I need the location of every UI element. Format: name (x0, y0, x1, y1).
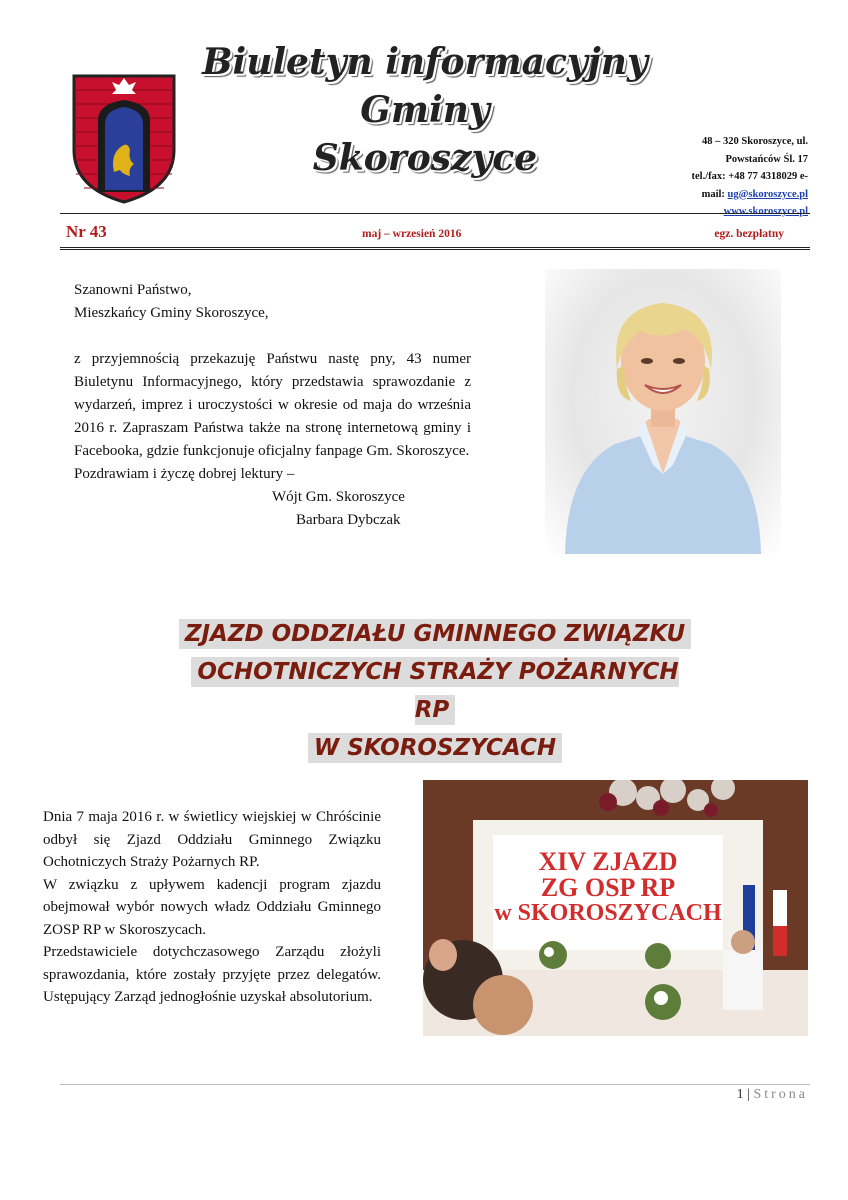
website-line (658, 203, 808, 221)
header-bottom-rule (60, 247, 810, 252)
heading-line-2-text: OCHOTNICZYCH STRAŻY POŻARNYCH RP (191, 657, 678, 725)
letter-sign-title: Wójt Gm. Skoroszyce (272, 489, 405, 505)
mayor-portrait-photo (545, 269, 781, 554)
contact-address (658, 133, 808, 221)
letter-body: z przyjemnością przekazuję Państwu nastę pny, 43 numer Biuletynu Informacyjnego, który przedstawia sprawozdanie z wydarzeń, imprez i uroczystości w okresie od maja do września 2016 r. Zapraszam Państwa także na stronę internetową gminy i Facebooka, gdzie funkcjonuje oficjalny fanpage Gm. Skoroszyce. (74, 351, 471, 459)
page-footer (737, 1087, 808, 1103)
page-number: 1 (736, 1087, 744, 1102)
page-label: Strona (753, 1087, 808, 1102)
issue-dates: maj – wrzesień 2016 (362, 228, 462, 240)
email-prefix: mail: (701, 188, 728, 200)
portrait-illustration (545, 269, 781, 554)
article-paragraph-3: Przedstawiciele dotychczasowego Zarządu złożyli sprawozdania, które zostały przyjęte przez delegatów. Ustępujący Zarząd jednogłośnie uzyskał absolutorium. (43, 944, 381, 1005)
page-separator: | (743, 1087, 754, 1102)
footer-rule (60, 1084, 810, 1085)
issue-number: Nr 43 (66, 222, 107, 241)
address-line-2: Powstańców Śl. 17 (725, 153, 808, 165)
banner-line-1: XIV ZJAZD (538, 847, 678, 876)
email-line (658, 186, 808, 204)
header-top-rule (60, 213, 810, 214)
bulletin-title (185, 38, 665, 182)
email-link[interactable]: ug@skoroszyce.pl (727, 188, 808, 200)
congress-event-photo (423, 780, 808, 1036)
banner-line-2: ZG OSP RP (540, 873, 676, 902)
article-body (43, 806, 381, 1009)
article-heading (170, 615, 700, 767)
letter-sign-name: Barbara Dybczak (296, 512, 401, 528)
address-line-1: 48 – 320 Skoroszyce, ul. (702, 136, 808, 147)
website-link[interactable]: www.skoroszyce.pl (723, 206, 808, 217)
heading-line-1 (170, 615, 700, 653)
letter-greeting-2: Mieszkańcy Gminy Skoroszyce, (74, 305, 269, 321)
heading-line-2 (170, 653, 700, 729)
article-paragraph-1: Dnia 7 maja 2016 r. w świetlicy wiejskiej w Chróścinie odbył się Zjazd Oddziału Gminnego Związku Ochotniczych Straży Pożarnych RP. (43, 809, 381, 870)
coat-of-arms-image (70, 72, 178, 204)
heading-line-3-text: W SKOROSZYCACH (308, 733, 562, 763)
banner-line-3: w SKOROSZYCACH (494, 900, 722, 926)
article-paragraph-2: W związku z upływem kadencji program zjazdu obejmował wybór nowych władz Oddziału Gminnego ZOSP RP w Skoroszycach. (43, 876, 381, 938)
letter-closing: Pozdrawiam i życzę dobrej lektury – (74, 466, 295, 482)
mayor-letter (74, 279, 471, 532)
title-line-3: Skoroszyce (312, 137, 538, 179)
heading-line-3 (170, 729, 700, 767)
heading-line-1-text: ZJAZD ODDZIAŁU GMINNEGO ZWIĄZKU (179, 619, 691, 649)
letter-greeting-1: Szanowni Państwo, (74, 282, 192, 298)
title-line-1: Biuletyn informacyjny (202, 41, 648, 83)
address-line-3: tel./fax: +48 77 4318029 e- (691, 171, 808, 182)
event-illustration (423, 780, 808, 1036)
letter-spacer (74, 325, 471, 348)
title-line-2: Gminy (360, 89, 490, 131)
issue-price: egz. bezpłatny (714, 228, 784, 240)
